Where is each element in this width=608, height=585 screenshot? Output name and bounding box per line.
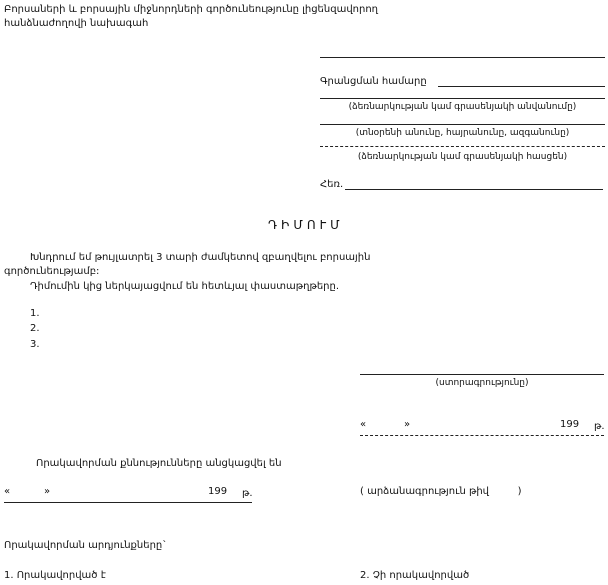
director-name-caption: (տնօրենի անունը, հայրանունը, ազգանունը) (355, 128, 570, 138)
address-line (320, 146, 605, 147)
exam-held-label: Որակավորման քննությունները անցկացվել են (36, 458, 282, 469)
request-line-1: Խնդրում եմ թույլատրել 3 տարի ժամկետով զբաղվելու բորսային (30, 252, 371, 263)
registration-label: Գրանցման համարը (320, 76, 427, 87)
director-name-line (320, 124, 605, 125)
protocol-caption: ( արձանագրություն թիվ ) (360, 486, 522, 497)
signature-date-year-suffix: թ. (594, 421, 605, 432)
exam-date-close-quote: » (44, 486, 51, 497)
applicant-blank-line (320, 57, 605, 58)
addressee-line-2: hանձնաժողովի նախագահ (4, 18, 149, 29)
request-line-2: գործունեությամբ: (4, 266, 100, 277)
result-option-qualified: 1. Որակավորված է (4, 570, 106, 581)
exam-date-year-suffix: թ. (242, 488, 253, 499)
signature-date-line (360, 435, 604, 436)
document-title: ԴԻՄՈՒՄ (268, 218, 344, 232)
company-name-line (320, 98, 605, 99)
exam-date-line (4, 502, 252, 503)
attachment-item: 1. (30, 308, 40, 319)
signature-date-open-quote: « (360, 419, 367, 430)
phone-line (345, 189, 603, 190)
registration-number-line (438, 86, 605, 87)
exam-date-year: 199 (208, 486, 228, 497)
result-option-not-qualified: 2. Չի որակավորված (360, 570, 470, 581)
signature-date-close-quote: » (404, 419, 411, 430)
company-name-caption: (ձեռնարկության կամ գրասենյակի անվանումը) (348, 102, 577, 112)
address-caption: (ձեռնարկության կամ գրասենյակի հասցեն) (357, 152, 568, 162)
attachment-item: 2. (30, 323, 40, 334)
exam-date-open-quote: « (4, 486, 11, 497)
signature-date-year: 199 (560, 419, 580, 430)
results-title: Որակավորման արդյունքները` (4, 540, 168, 551)
signature-caption: (ստորագրությունը) (435, 378, 529, 388)
addressee-line-1: Բորսաների և բորսային միջնորդների գործունեությունը լիցենզավորող (4, 4, 379, 15)
attachment-item: 3. (30, 339, 40, 350)
attachments-intro: Դիմումին կից ներկայացվում են հետևյալ փաստաթղթերը. (30, 281, 340, 292)
phone-label: Հեռ. (320, 179, 344, 190)
signature-line (360, 374, 604, 375)
